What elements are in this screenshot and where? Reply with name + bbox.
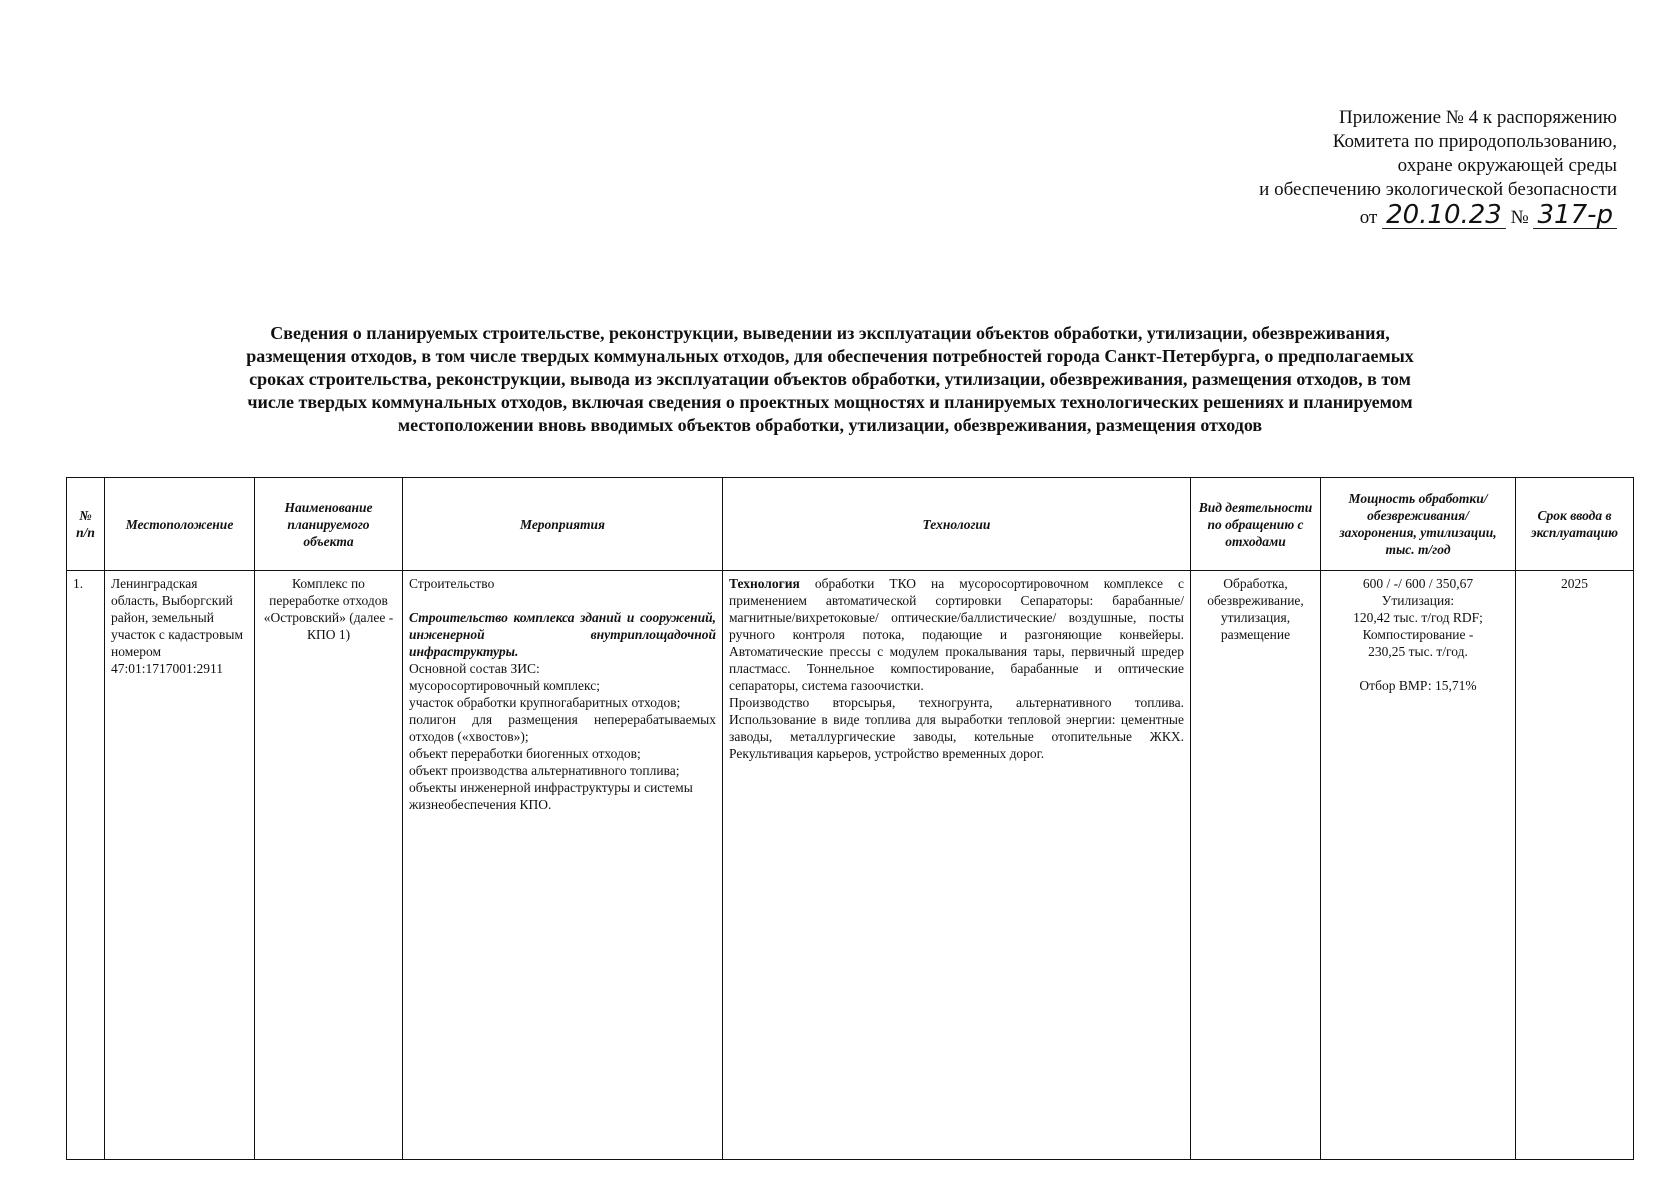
header-deadline: Срок ввода в эксплуатацию [1516,478,1634,571]
measures-bold-text: Строительство комплекса зданий и сооружений, инженерной внутриплощадочной инфраструктуры. [409,610,716,659]
spacer [409,592,716,609]
header-num: № п/п [67,478,105,571]
appendix-line: Комитета по природопользованию, [1332,131,1617,152]
document-title: Сведения о планируемых строительстве, реконструкции, выведении из эксплуатации объектов обработки, утилизации, обезвреживания, размещения отходов, в том числе твердых коммунальных отходов, для обеспечения потребностей города Санкт-Петербурга, о предполагаемых сроках строительства, реконструкции, вывода из эксплуатации объектов обработки, утилизации, обезвреживания, размещения отходов, в том числе твердых коммунальных отходов, включая сведения о проектных мощностях и планируемых технологических решениях и планируемом местоположении вновь вводимых объектов обработки, утилизации, обезвреживания, размещения отходов [246,323,1414,435]
measures-line: полигон для размещения неперерабатываемых отходов («хвостов»); [409,712,716,744]
number-label: № [1510,207,1529,228]
spacer [1327,660,1509,677]
tech-paragraph-1: обработки ТКО на мусоросортировочном комплексе с применением автоматической сортировки Сепараторы: барабанные/магнитные/вихретоковые/ оптические/баллистические/ воздушные, посты ручного контроля потока, подающие и разгоняющие конвейеры. Автоматические прессы с модулем прокалывания тары, первичный шредер пластмасс. Тоннельное компостирование, барабанные и оптические сепараторы, система газоочистки. [729,576,1184,693]
capacity-line: 120,42 тыс. т/год RDF; [1353,610,1483,625]
from-label: от [1359,207,1378,228]
cell-deadline: 2025 [1516,571,1634,1160]
measures-heading: Строительство [409,576,495,591]
measures-line: участок обработки крупногабаритных отходов; [409,695,681,710]
capacity-line: 230,25 тыс. т/год. [1368,644,1468,659]
capacity-line: Утилизация: [1381,593,1455,608]
cell-capacity [1321,571,1516,1160]
header-location: Местоположение [105,478,255,571]
cell-object-name: Комплекс по переработке отходов «Островский» (далее - КПО 1) [255,571,403,1160]
cell-location: Ленинградская область, Выборгский район, земельный участок с кадастровым номером 47:01:1717001:2911 [105,571,255,1160]
appendix-block [1259,106,1617,230]
header-technologies: Технологии [723,478,1191,571]
objects-table [66,477,1634,1160]
measures-line: объект производства альтернативного топлива; [409,763,680,778]
handwritten-date: 20.10.23 [1382,202,1506,229]
measures-line: объекты инженерной инфраструктуры и системы жизнеобеспечения КПО. [409,780,693,812]
appendix-line: охране окружающей среды [1397,155,1617,176]
cell-technologies [723,571,1191,1160]
cell-num: 1. [67,571,105,1160]
cell-activity: Обработка, обезвреживание, утилизация, размещение [1191,571,1321,1160]
header-object-name: Наименование планируемого объекта [255,478,403,571]
table-row [67,571,1634,1160]
measures-line: объект переработки биогенных отходов; [409,746,641,761]
tech-bold-word: Технология [729,576,800,591]
measures-line: Основной состав ЗИС: [409,661,540,676]
header-measures: Мероприятия [403,478,723,571]
header-capacity: Мощность обработки/ обезвреживания/ захоронения, утилизации, тыс. т/год [1321,478,1516,571]
appendix-line: Приложение № 4 к распоряжению [1339,107,1617,128]
cell-measures [403,571,723,1160]
handwritten-number: 317-р [1533,202,1617,229]
table-header-row [67,478,1634,571]
appendix-line: и обеспечению экологической безопасности [1259,179,1617,200]
measures-line: мусоросортировочный комплекс; [409,678,601,693]
capacity-line: 600 / -/ 600 / 350,67 [1362,576,1474,591]
tech-paragraph-2: Производство вторсырья, техногрунта, альтернативного топлива. Использование в виде топлива для выработки тепловой энергии: цементные заводы, металлургические заводы, котельные отопительные ЖКХ. Рекультивация карьеров, устройство временных дорог. [729,695,1184,761]
header-activity: Вид деятельности по обращению с отходами [1191,478,1321,571]
capacity-line: Компостирование - [1362,627,1474,642]
capacity-extra: Отбор ВМР: 15,71% [1359,678,1477,693]
order-reference [1259,202,1617,230]
